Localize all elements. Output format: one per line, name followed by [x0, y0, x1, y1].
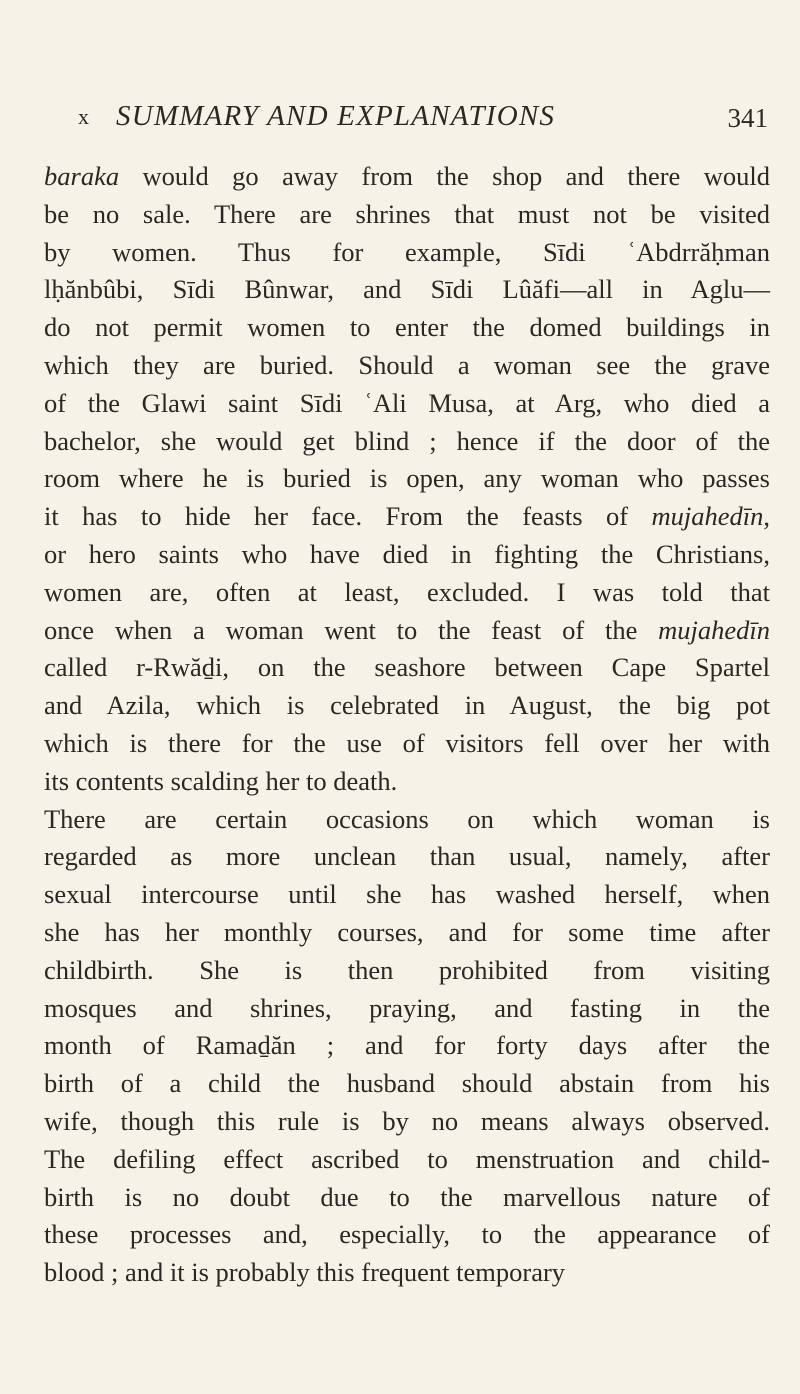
text-run: these processes and, especially, to the appearance of — [44, 1219, 770, 1250]
text-run: birth of a child the husband should abstain from his — [44, 1068, 770, 1099]
text-run: , — [763, 501, 770, 532]
text-run: would go away from the shop and there would — [119, 161, 770, 191]
text-run: childbirth. She is then prohibited from visiting — [44, 954, 770, 985]
text-line — [44, 1141, 770, 1179]
italic-term: mujahedīn — [651, 501, 764, 532]
italic-term: baraka — [44, 161, 120, 191]
text-line — [44, 952, 770, 990]
text-line — [44, 271, 770, 309]
text-line — [44, 1027, 770, 1065]
text-line — [44, 309, 770, 347]
text-line — [44, 990, 770, 1028]
text-run: she has her monthly courses, and for some time after — [44, 916, 770, 947]
text-run: There are certain occasions on which woman is — [44, 803, 770, 834]
text-run: do not permit women to enter the domed buildings in — [44, 312, 770, 343]
chapter-number: x — [78, 104, 90, 129]
text-line — [44, 536, 770, 574]
text-line — [44, 612, 770, 650]
text-run: bachelor, she would get blind ; hence if the door of the — [44, 425, 770, 456]
page-number: 341 — [727, 103, 768, 133]
text-line — [44, 649, 770, 687]
text-line — [44, 574, 770, 612]
text-line — [44, 725, 770, 763]
text-line — [44, 838, 770, 876]
italic-term: mujahedīn — [658, 614, 770, 645]
text-run: sexual intercourse until she has washed herself, when — [44, 879, 770, 910]
body-text — [44, 158, 770, 1292]
text-run: of the Glawi saint Sīdi ʿAli Musa, at Arg, who died a — [44, 387, 770, 418]
text-run: it has to hide her face. From the feasts of — [44, 501, 652, 532]
text-run: and Azila, which is celebrated in August, the big pot — [44, 690, 770, 721]
text-run: once when a woman went to the feast of the — [44, 614, 659, 645]
text-line — [44, 914, 770, 952]
text-run: its contents scalding her to death. — [44, 765, 398, 796]
text-run: mosques and shrines, praying, and fasting in the — [44, 992, 770, 1023]
text-run: lḥănbûbi, Sīdi Bûnwar, and Sīdi Lûăfi—all in Aglu— — [44, 274, 770, 305]
text-run: which they are buried. Should a woman see the grave — [44, 349, 770, 380]
text-run: room where he is buried is open, any woman who passes — [44, 463, 770, 494]
text-run: be no sale. There are shrines that must not be visited — [44, 198, 770, 229]
text-line — [44, 1216, 770, 1254]
text-line — [44, 196, 770, 234]
text-run: blood ; and it is probably this frequent temporary — [44, 1257, 566, 1288]
text-run: women are, often at least, excluded. I was told that — [44, 576, 770, 607]
text-run: or hero saints who have died in fighting the Christians, — [44, 538, 770, 569]
running-head — [78, 100, 768, 136]
text-run: wife, though this rule is by no means always observed. — [44, 1105, 770, 1136]
text-line — [44, 1254, 770, 1292]
text-line — [44, 347, 770, 385]
text-line — [44, 1179, 770, 1217]
text-line — [44, 385, 770, 423]
text-line — [44, 876, 770, 914]
text-line — [44, 1065, 770, 1103]
text-run: birth is no doubt due to the marvellous nature of — [44, 1181, 770, 1212]
text-line — [44, 763, 770, 801]
text-line — [44, 460, 770, 498]
running-title: SUMMARY AND EXPLANATIONS — [116, 100, 556, 132]
text-line — [44, 234, 770, 272]
text-line — [44, 498, 770, 536]
text-run: The defiling effect ascribed to menstruation and child- — [44, 1143, 770, 1174]
text-run: month of Ramaḏăn ; and for forty days after the — [44, 1030, 770, 1061]
text-line — [44, 158, 770, 196]
text-line — [44, 687, 770, 725]
text-run: regarded as more unclean than usual, namely, after — [44, 841, 770, 872]
text-line — [44, 423, 770, 461]
text-run: called r-Rwăḏi, on the seashore between Cape Spartel — [44, 652, 770, 683]
text-run: by women. Thus for example, Sīdi ʿAbdrrăḥman — [44, 236, 770, 267]
text-line — [44, 801, 770, 839]
text-line — [44, 1103, 770, 1141]
text-run: which is there for the use of visitors fell over her with — [44, 727, 770, 758]
